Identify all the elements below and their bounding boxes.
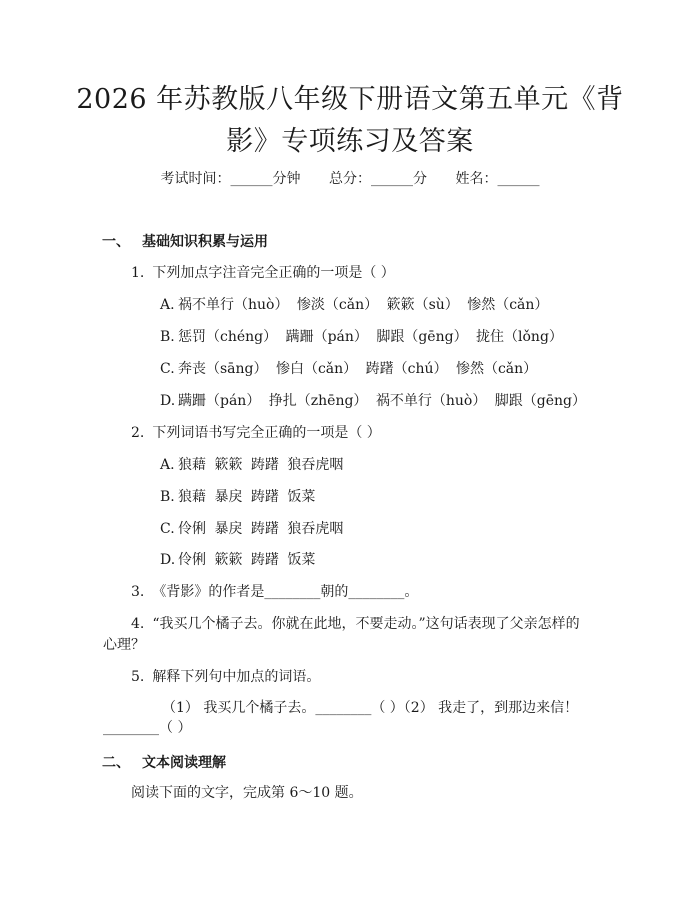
question-1 xyxy=(131,262,395,282)
question-text: 《背影》的作者是________朝的________。 xyxy=(152,584,419,600)
option-text: 惩罚（chéng） 蹒跚（pán） 脚跟（gēng） 拢住（lǒng） xyxy=(178,329,563,345)
question-4 xyxy=(131,613,580,633)
exam-time: 考试时间：______分钟 xyxy=(160,171,301,187)
option-label: B. xyxy=(160,329,175,345)
document-title-line-1: 2026 年苏教版八年级下册语文第五单元《背 xyxy=(76,84,624,115)
reading-intro: 阅读下面的文字，完成第 6～10 题。 xyxy=(131,785,363,801)
question-number: 3. xyxy=(131,584,145,600)
question-text-line-1: “我买几个橘子去。你就在此地，不要走动。”这句话表现了父亲怎样的 xyxy=(152,616,580,632)
question-2 xyxy=(131,422,381,442)
question-number: 4. xyxy=(131,616,145,632)
q2-option-a xyxy=(160,454,343,474)
q1-option-d xyxy=(160,390,586,410)
q1-option-c xyxy=(160,358,537,378)
q2-option-d xyxy=(160,549,315,569)
option-text: 祸不单行（huò） 惨淡（cǎn） 簌簌（sù） 惨然（cǎn） xyxy=(178,297,549,313)
q2-option-c xyxy=(160,518,343,538)
option-label: D. xyxy=(160,552,176,568)
option-label: D. xyxy=(160,393,176,409)
section-title: 文本阅读理解 xyxy=(142,755,226,771)
question-5 xyxy=(131,666,320,686)
question-number: 2. xyxy=(131,425,145,441)
exam-name: 姓名：______ xyxy=(455,171,540,187)
option-text: 伶俐 簌簌 踌躇 饭菜 xyxy=(178,552,316,568)
option-label: A. xyxy=(160,457,175,473)
option-text: 蹒跚（pán） 挣扎（zhēng） 祸不单行（huò） 脚跟（gēng） xyxy=(178,393,587,409)
q1-option-a xyxy=(160,294,548,314)
question-text: 下列词语书写完全正确的一项是（ ） xyxy=(152,425,381,441)
question-number: 5. xyxy=(131,669,145,685)
section-number: 一、 xyxy=(102,234,130,250)
q1-option-b xyxy=(160,326,563,346)
option-text: 伶俐 暴戾 踌躇 狼吞虎咽 xyxy=(178,521,344,537)
option-label: B. xyxy=(160,489,175,505)
q2-option-b xyxy=(160,486,315,506)
section-title: 基础知识积累与运用 xyxy=(142,234,268,250)
option-text: 奔丧（sāng） 惨白（cǎn） 踌躇（chú） 惨然（cǎn） xyxy=(178,361,538,377)
option-label: C. xyxy=(160,521,175,537)
option-label: A. xyxy=(160,297,175,313)
question-3 xyxy=(131,581,418,601)
section-heading-2 xyxy=(102,752,226,772)
question-text: 解释下列句中加点的词语。 xyxy=(152,669,321,685)
question-5-item-line-2: ________（ ） xyxy=(103,720,192,736)
option-text: 狼藉 暴戾 踌躇 饭菜 xyxy=(178,489,316,505)
option-label: C. xyxy=(160,361,175,377)
document-title-line-2: 影》专项练习及答案 xyxy=(226,126,474,157)
question-text: 下列加点字注音完全正确的一项是（ ） xyxy=(152,265,395,281)
question-4-continued: 心理？ xyxy=(103,637,145,653)
question-5-item-line-1: （1） 我买几个橘子去。________（ ）（2） 我走了，到那边来信！ xyxy=(162,700,579,716)
section-heading-1 xyxy=(102,231,268,251)
exam-meta xyxy=(0,168,700,188)
section-number: 二、 xyxy=(102,755,130,771)
question-number: 1. xyxy=(131,265,145,281)
option-text: 狼藉 簌簌 踌躇 狼吞虎咽 xyxy=(178,457,344,473)
exam-score: 总分：______分 xyxy=(329,171,427,187)
